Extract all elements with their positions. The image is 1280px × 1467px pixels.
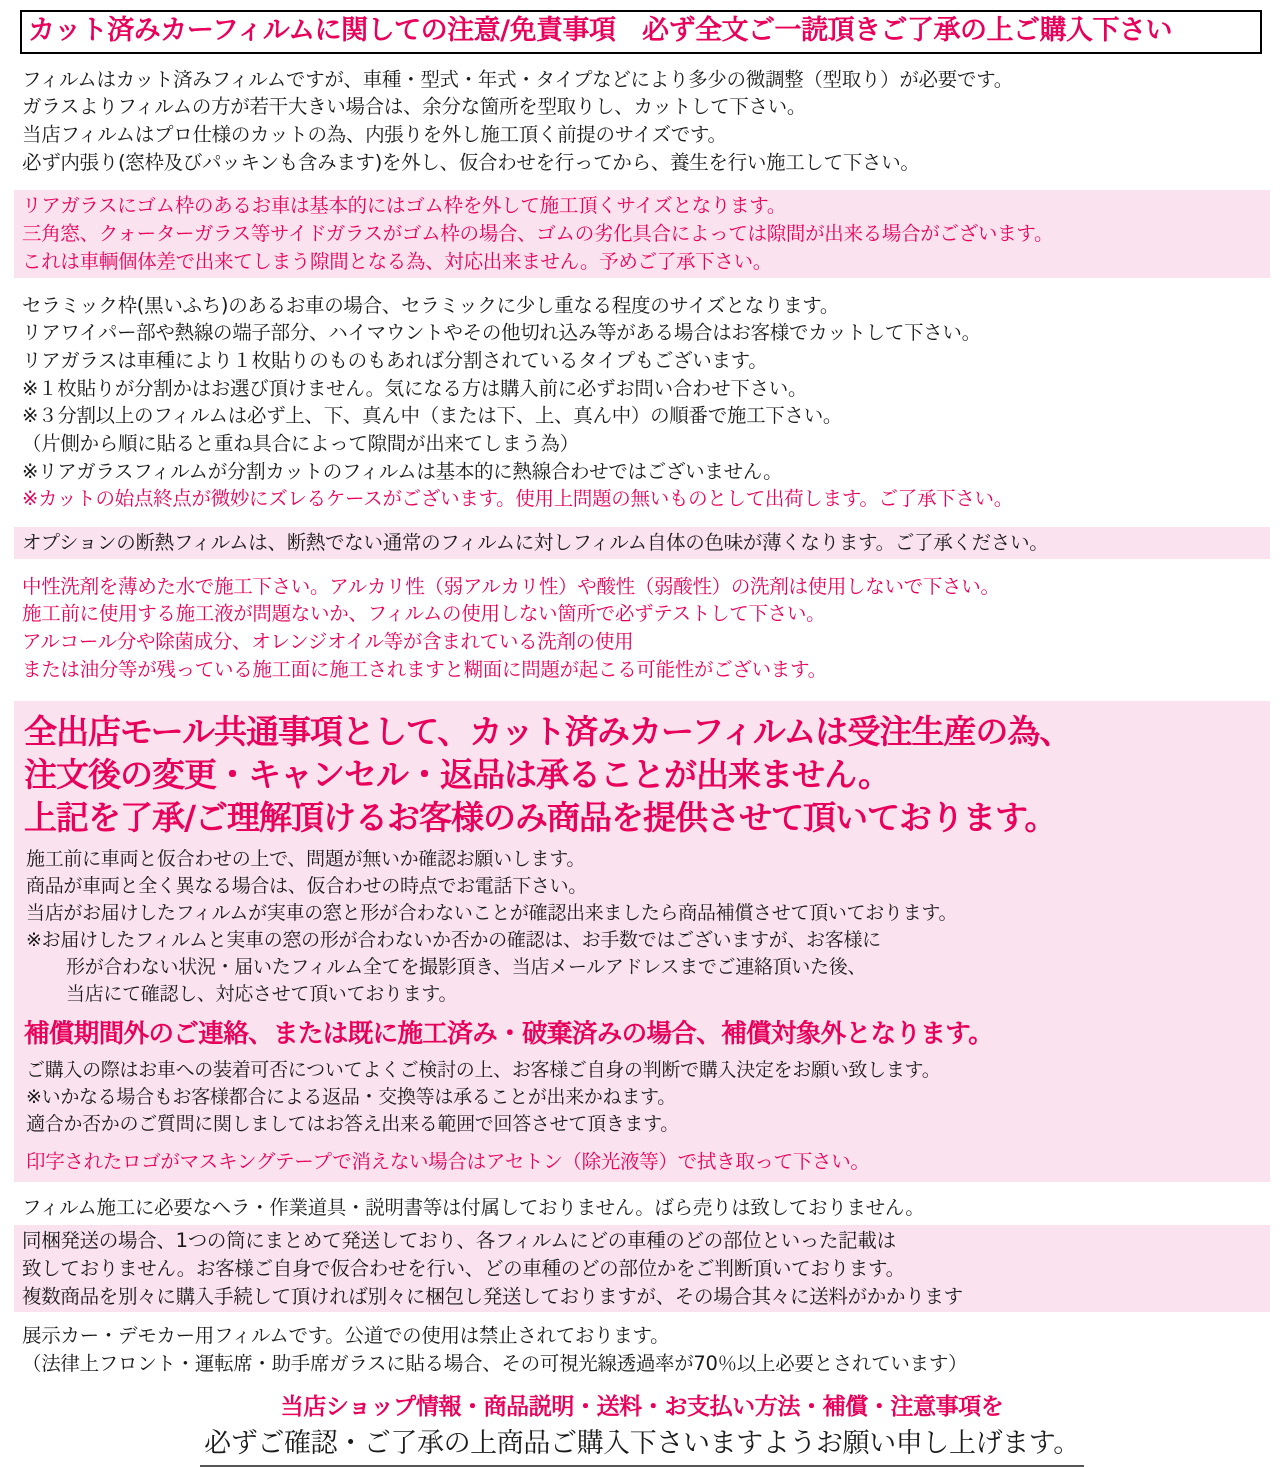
ceramic-line: ※リアガラスフィルムが分割カットのフィルムは基本的に熱線合わせではございません。 [22, 459, 783, 483]
bundled-shipping-line: 致しておりません。お客様ご自身で仮合わせを行い、どの車種のどの部位かをご判断頂いております。 [22, 1257, 905, 1281]
order-policy-note: 形が合わない状況・届いたフィルム全てを撮影頂き、当店メールアドレスまでご連絡頂いた後、 [66, 955, 867, 978]
legal-use-line: （法律上フロント・運転席・助手席ガラスに貼る場合、その可視光線透過率が70％以上必要とされています） [22, 1352, 968, 1376]
intro-line: フィルムはカット済みフィルムですが、車種・型式・年式・タイプなどにより多少の微調整（型取り）が必要です。 [22, 67, 1013, 91]
intro-line: 必ず内張り(窓枠及びパッキンも含みます)を外し、仮合わせを行ってから、養生を行い施工して下さい。 [22, 150, 920, 174]
footer [14, 1390, 1270, 1467]
order-policy-note: 当店にて確認し、対応させて頂いております。 [66, 982, 458, 1005]
option-film-line: オプションの断熱フィルムは、断熱でない通常のフィルムに対しフィルム自体の色味が薄くなります。ご了承ください。 [22, 531, 1049, 554]
detergent-line: アルコール分や除菌成分、オレンジオイル等が含まれている洗剤の使用 [22, 630, 634, 654]
option-film-block [14, 527, 1270, 559]
detergent-line: 中性洗剤を薄めた水で施工下さい。アルカリ性（弱アルカリ性）や酸性（弱酸性）の洗剤は使用しないで下さい。 [22, 574, 1000, 598]
ceramic-warning-line: ※カットの始点終点が微妙にズレるケースがございます。使用上問題の無いものとして出荷します。ご了承下さい。 [22, 487, 1013, 511]
detergent-line: 施工前に使用する施工液が問題ないか、フィルムの使用しない箇所で必ずテストして下さい。 [22, 602, 826, 626]
ceramic-line: セラミック枠(黒いふち)のあるお車の場合、セラミックに少し重なる程度のサイズとなります。 [22, 293, 840, 317]
bundled-shipping-line: 複数商品を別々に購入手続して頂ければ別々に梱包し発送しておりますが、その場合其々に送料がかかります [22, 1284, 963, 1308]
page-title: カット済みカーフィルムに関しての注意/免責事項 必ず全文ご一読頂きご了承の上ご購入下さい [28, 15, 1172, 46]
footer-line-2: 必ずご確認・ご了承の上商品ご購入下さいますようお願い申し上げます。 [200, 1424, 1084, 1467]
legal-use-line: 展示カー・デモカー用フィルムです。公道での使用は禁止されております。 [22, 1324, 670, 1348]
legal-use-block [14, 1320, 1270, 1379]
accessories-line: フィルム施工に必要なヘラ・作業道具・説明書等は付属しておりません。ばら売りは致しておりません。 [22, 1195, 925, 1219]
intro-block [14, 64, 1270, 179]
footer-line-1: 当店ショップ情報・商品説明・送料・お支払い方法・補償・注意事項を [280, 1393, 1004, 1420]
rubber-frame-line: 三角窓、クォーターガラス等サイドガラスがゴム枠の場合、ゴムの劣化具合によっては隙間が出来る場合がございます。 [22, 222, 1054, 246]
order-policy-note: ※お届けしたフィルムと実車の窓の形が合わないか否かの確認は、お手数ではございますが、お客様に [26, 929, 881, 952]
order-policy-headline: 上記を了承/ご理解頂けるお客様のみ商品を提供させて頂いております。 [24, 798, 1057, 838]
bundled-shipping-line: 同梱発送の場合、1つの筒にまとめて発送しており、各フィルムにどの車種のどの部位といった記載は [22, 1229, 896, 1253]
order-policy-note: 施工前に車両と仮合わせの上で、問題が無いか確認お願いします。 [26, 848, 586, 871]
ceramic-line: リアガラスは車種により１枚貼りのものもあれば分割されているタイプもございます。 [22, 348, 768, 372]
order-policy-headline: 全出店モール共通事項として、カット済みカーフィルムは受注生産の為、 [24, 712, 1072, 752]
intro-line: ガラスよりフィルムの方が若干大きい場合は、余分な箇所を型取りし、カットして下さい。 [22, 95, 807, 119]
compensation-warning: 補償期間外のご連絡、または既に施工済み・破棄済みの場合、補償対象外となります。 [24, 1018, 994, 1049]
ceramic-block [14, 290, 1270, 516]
rubber-frame-line: これは車輌個体差で出来てしまう隙間となる為、対応出来ません。予めご了承下さい。 [22, 249, 772, 273]
detergent-line: または油分等が残っている施工面に施工されますと糊面に問題が起こる可能性がございます。 [22, 657, 827, 681]
order-policy-block [14, 701, 1270, 1181]
order-policy-note: 商品が車両と全く異なる場合は、仮合わせの時点でお電話下さい。 [26, 875, 588, 898]
ceramic-line: （片側から順に貼ると重ね具合によって隙間が出来てしまう為） [22, 431, 579, 455]
notice-title-box [20, 10, 1262, 54]
detergent-block [14, 571, 1270, 686]
order-policy-note: 当店がお届けしたフィルムが実車の窓と形が合わないことが確認出来ましたら商品補償させて頂いております。 [26, 902, 958, 925]
purchase-note: ご購入の際はお車への装着可否についてよくご検討の上、お客様ご自身の判断で購入決定をお願い致します。 [26, 1059, 941, 1082]
ceramic-line: リアワイパー部や熱線の端子部分、ハイマウントやその他切れ込み等がある場合はお客様でカットして下さい。 [22, 321, 981, 345]
purchase-note: ※いかなる場合もお客様都合による返品・交換等は承ることが出来かねます。 [26, 1086, 676, 1109]
ceramic-line: ※１枚貼りが分割かはお選び頂けません。気になる方は購入前に必ずお問い合わせ下さい。 [22, 376, 808, 400]
accessories-block [14, 1192, 1270, 1224]
ceramic-line: ※３分割以上のフィルムは必ず上、下、真ん中（または下、上、真ん中）の順番で施工下さい。 [22, 404, 843, 428]
rubber-frame-block [14, 190, 1270, 277]
order-policy-headline: 注文後の変更・キャンセル・返品は承ることが出来ません。 [24, 755, 890, 795]
purchase-note: 適合か否かのご質問に関しましてはお答え出来る範囲で回答させて頂きます。 [26, 1113, 679, 1135]
logo-removal-note: 印字されたロゴがマスキングテープで消えない場合はアセトン（除光液等）で拭き取って下さい。 [26, 1149, 870, 1173]
intro-line: 当店フィルムはプロ仕様のカットの為、内張りを外し施工頂く前提のサイズです。 [22, 123, 727, 147]
bundled-shipping-block [14, 1225, 1270, 1312]
rubber-frame-line: リアガラスにゴム枠のあるお車は基本的にはゴム枠を外して施工頂くサイズとなります。 [22, 194, 787, 218]
